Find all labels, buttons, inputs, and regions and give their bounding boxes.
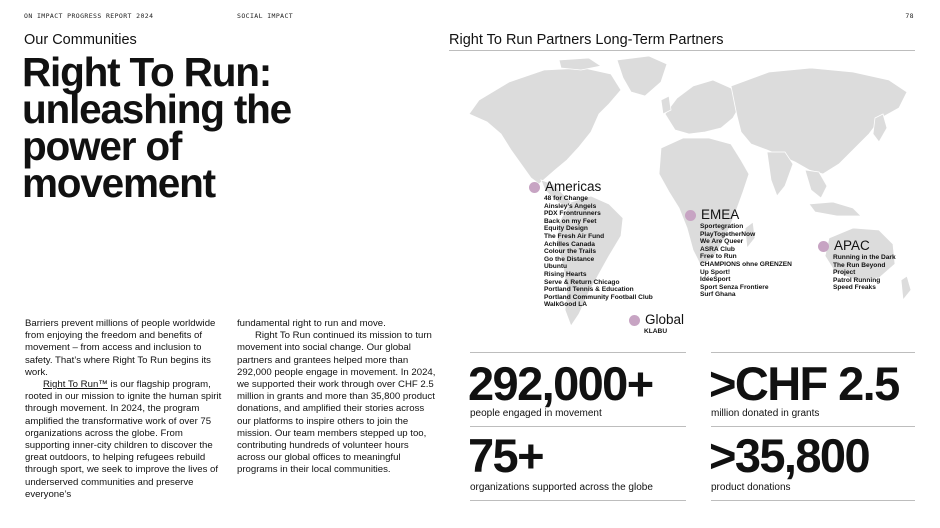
partner-item: Patrol Running xyxy=(833,276,881,284)
right-to-run-link[interactable]: Right To Run™ xyxy=(43,379,108,391)
partner-item: Ainsley’s Angels xyxy=(544,202,597,210)
partner-item: CHAMPIONS ohne GRENZEN xyxy=(700,260,792,268)
stat-value: >35,800 xyxy=(709,429,870,482)
partner-item: Portland Tennis & Education xyxy=(544,286,634,294)
region-name: APAC xyxy=(834,238,870,253)
partner-list xyxy=(644,328,684,336)
stat-caption: people engaged in movement xyxy=(470,408,602,419)
region-name: Americas xyxy=(545,179,602,194)
world-map xyxy=(449,52,915,344)
partner-item: PDX Frontrunners xyxy=(544,210,601,218)
partner-item: Sportegration xyxy=(700,223,744,230)
headline: Right To Run: unleashing the power of movement xyxy=(22,49,291,206)
partner-item: Free to Run xyxy=(700,253,737,261)
divider xyxy=(711,426,915,427)
partner-item: Equity Design xyxy=(544,225,588,233)
north-america-shape xyxy=(469,68,621,184)
section-label: SOCIAL IMPACT xyxy=(237,12,294,20)
partner-item: Ubuntu xyxy=(544,263,568,271)
location-dot-icon xyxy=(818,241,829,252)
partner-item: Speed Freaks xyxy=(833,284,876,292)
new-zealand-shape xyxy=(901,276,911,300)
partner-item: Achilles Canada xyxy=(544,240,595,248)
partner-item: 48 for Change xyxy=(544,195,588,202)
partner-item: Sport Senza Frontiere xyxy=(700,283,769,291)
region-name: Global xyxy=(645,312,685,327)
divider xyxy=(470,426,686,427)
partner-item: Serve & Return Chicago xyxy=(544,278,620,286)
divider xyxy=(449,50,915,51)
partner-item: Up Sport! xyxy=(700,268,731,276)
partner-item: WalkGood LA xyxy=(544,301,587,309)
body-paragraph: fundamental right to run and move. xyxy=(237,318,386,329)
indonesia-shape xyxy=(809,202,861,216)
partner-item: ASRA Club xyxy=(700,245,735,253)
region-americas xyxy=(529,180,653,309)
europe-shape xyxy=(665,80,741,134)
japan-shape xyxy=(873,114,887,142)
partner-list xyxy=(544,195,653,309)
location-dot-icon xyxy=(529,182,540,193)
partner-item: The Run Beyond xyxy=(833,261,886,269)
partner-item: Project xyxy=(833,269,856,277)
greenland-shape xyxy=(617,56,667,96)
location-dot-icon xyxy=(629,315,640,326)
stat-value: >CHF 2.5 xyxy=(709,357,899,410)
partner-item: Portland Community Football Club xyxy=(544,293,653,301)
partner-item: Rising Hearts xyxy=(544,270,587,278)
stat-caption: product donations xyxy=(711,482,791,493)
body-column-1 xyxy=(25,318,225,501)
report-title: ON IMPACT PROGRESS REPORT 2024 xyxy=(24,12,154,20)
partner-item: We Are Queer xyxy=(700,238,744,246)
arctic-islands-shape xyxy=(559,58,601,70)
region-name: EMEA xyxy=(701,207,740,222)
stat-caption: organizations supported across the globe xyxy=(470,482,653,493)
southeast-asia-shape xyxy=(805,170,827,198)
region-apac xyxy=(818,239,896,292)
region-global xyxy=(629,313,684,336)
body-paragraph xyxy=(25,379,225,501)
divider xyxy=(470,352,686,353)
divider xyxy=(711,500,915,501)
partner-item: The Fresh Air Fund xyxy=(544,232,605,240)
body-column-2 xyxy=(237,318,437,477)
page-number: 78 xyxy=(905,12,914,20)
partner-list xyxy=(700,223,792,299)
stat-value: 292,000+ xyxy=(468,357,653,410)
stat-caption: million donated in grants xyxy=(711,408,820,419)
section-title: Our Communities xyxy=(24,32,137,48)
partner-item: Back on my Feet xyxy=(544,217,597,225)
partner-item: PlayTogetherNow xyxy=(700,230,756,238)
divider xyxy=(470,500,686,501)
partner-item: Running in the Dark xyxy=(833,254,896,261)
partner-list xyxy=(833,254,896,292)
body-paragraph: Right To Run continued its mission to turn movement into social change. Our global partners and grantees helped more than 292,000 people engage in movement. In 2024, we supported their work through over CHF 2.5 million in grants and more than 35,800 product donations, and amplified their stories across our platforms to inspire others to join the mission. Our team members stepped up too, contributing hundreds of volunteer hours across our global offices to meaningful programs in their local communities. xyxy=(237,330,436,476)
partner-item: IdéeSport xyxy=(700,276,731,284)
partner-item: Surf Ghana xyxy=(700,291,736,299)
india-shape xyxy=(767,152,793,196)
partner-item: Colour the Trails xyxy=(544,248,597,256)
partner-item: KLABU xyxy=(644,328,668,335)
body-text: is our flagship program, rooted in our mission to ignite the human spirit through movement. In 2024, the program amplified the transformative work of over 75 organizations across the globe. From supporting inner-city children to discover the great outdoors, to helping refugees rebuild through sport, we seek to improve the lives of underserved communities and preserve everyone’s xyxy=(25,379,222,500)
partner-item: Go the Distance xyxy=(544,255,595,263)
region-emea xyxy=(685,208,792,299)
divider xyxy=(711,352,915,353)
stat-value: 75+ xyxy=(468,429,543,482)
map-title: Right To Run Partners Long-Term Partners xyxy=(449,32,724,48)
location-dot-icon xyxy=(685,210,696,221)
body-paragraph: Barriers prevent millions of people worldwide from enjoying the freedom and benefits of movement – from access and inclusion to safety. That’s where Right To Run begins its work. xyxy=(25,318,216,378)
